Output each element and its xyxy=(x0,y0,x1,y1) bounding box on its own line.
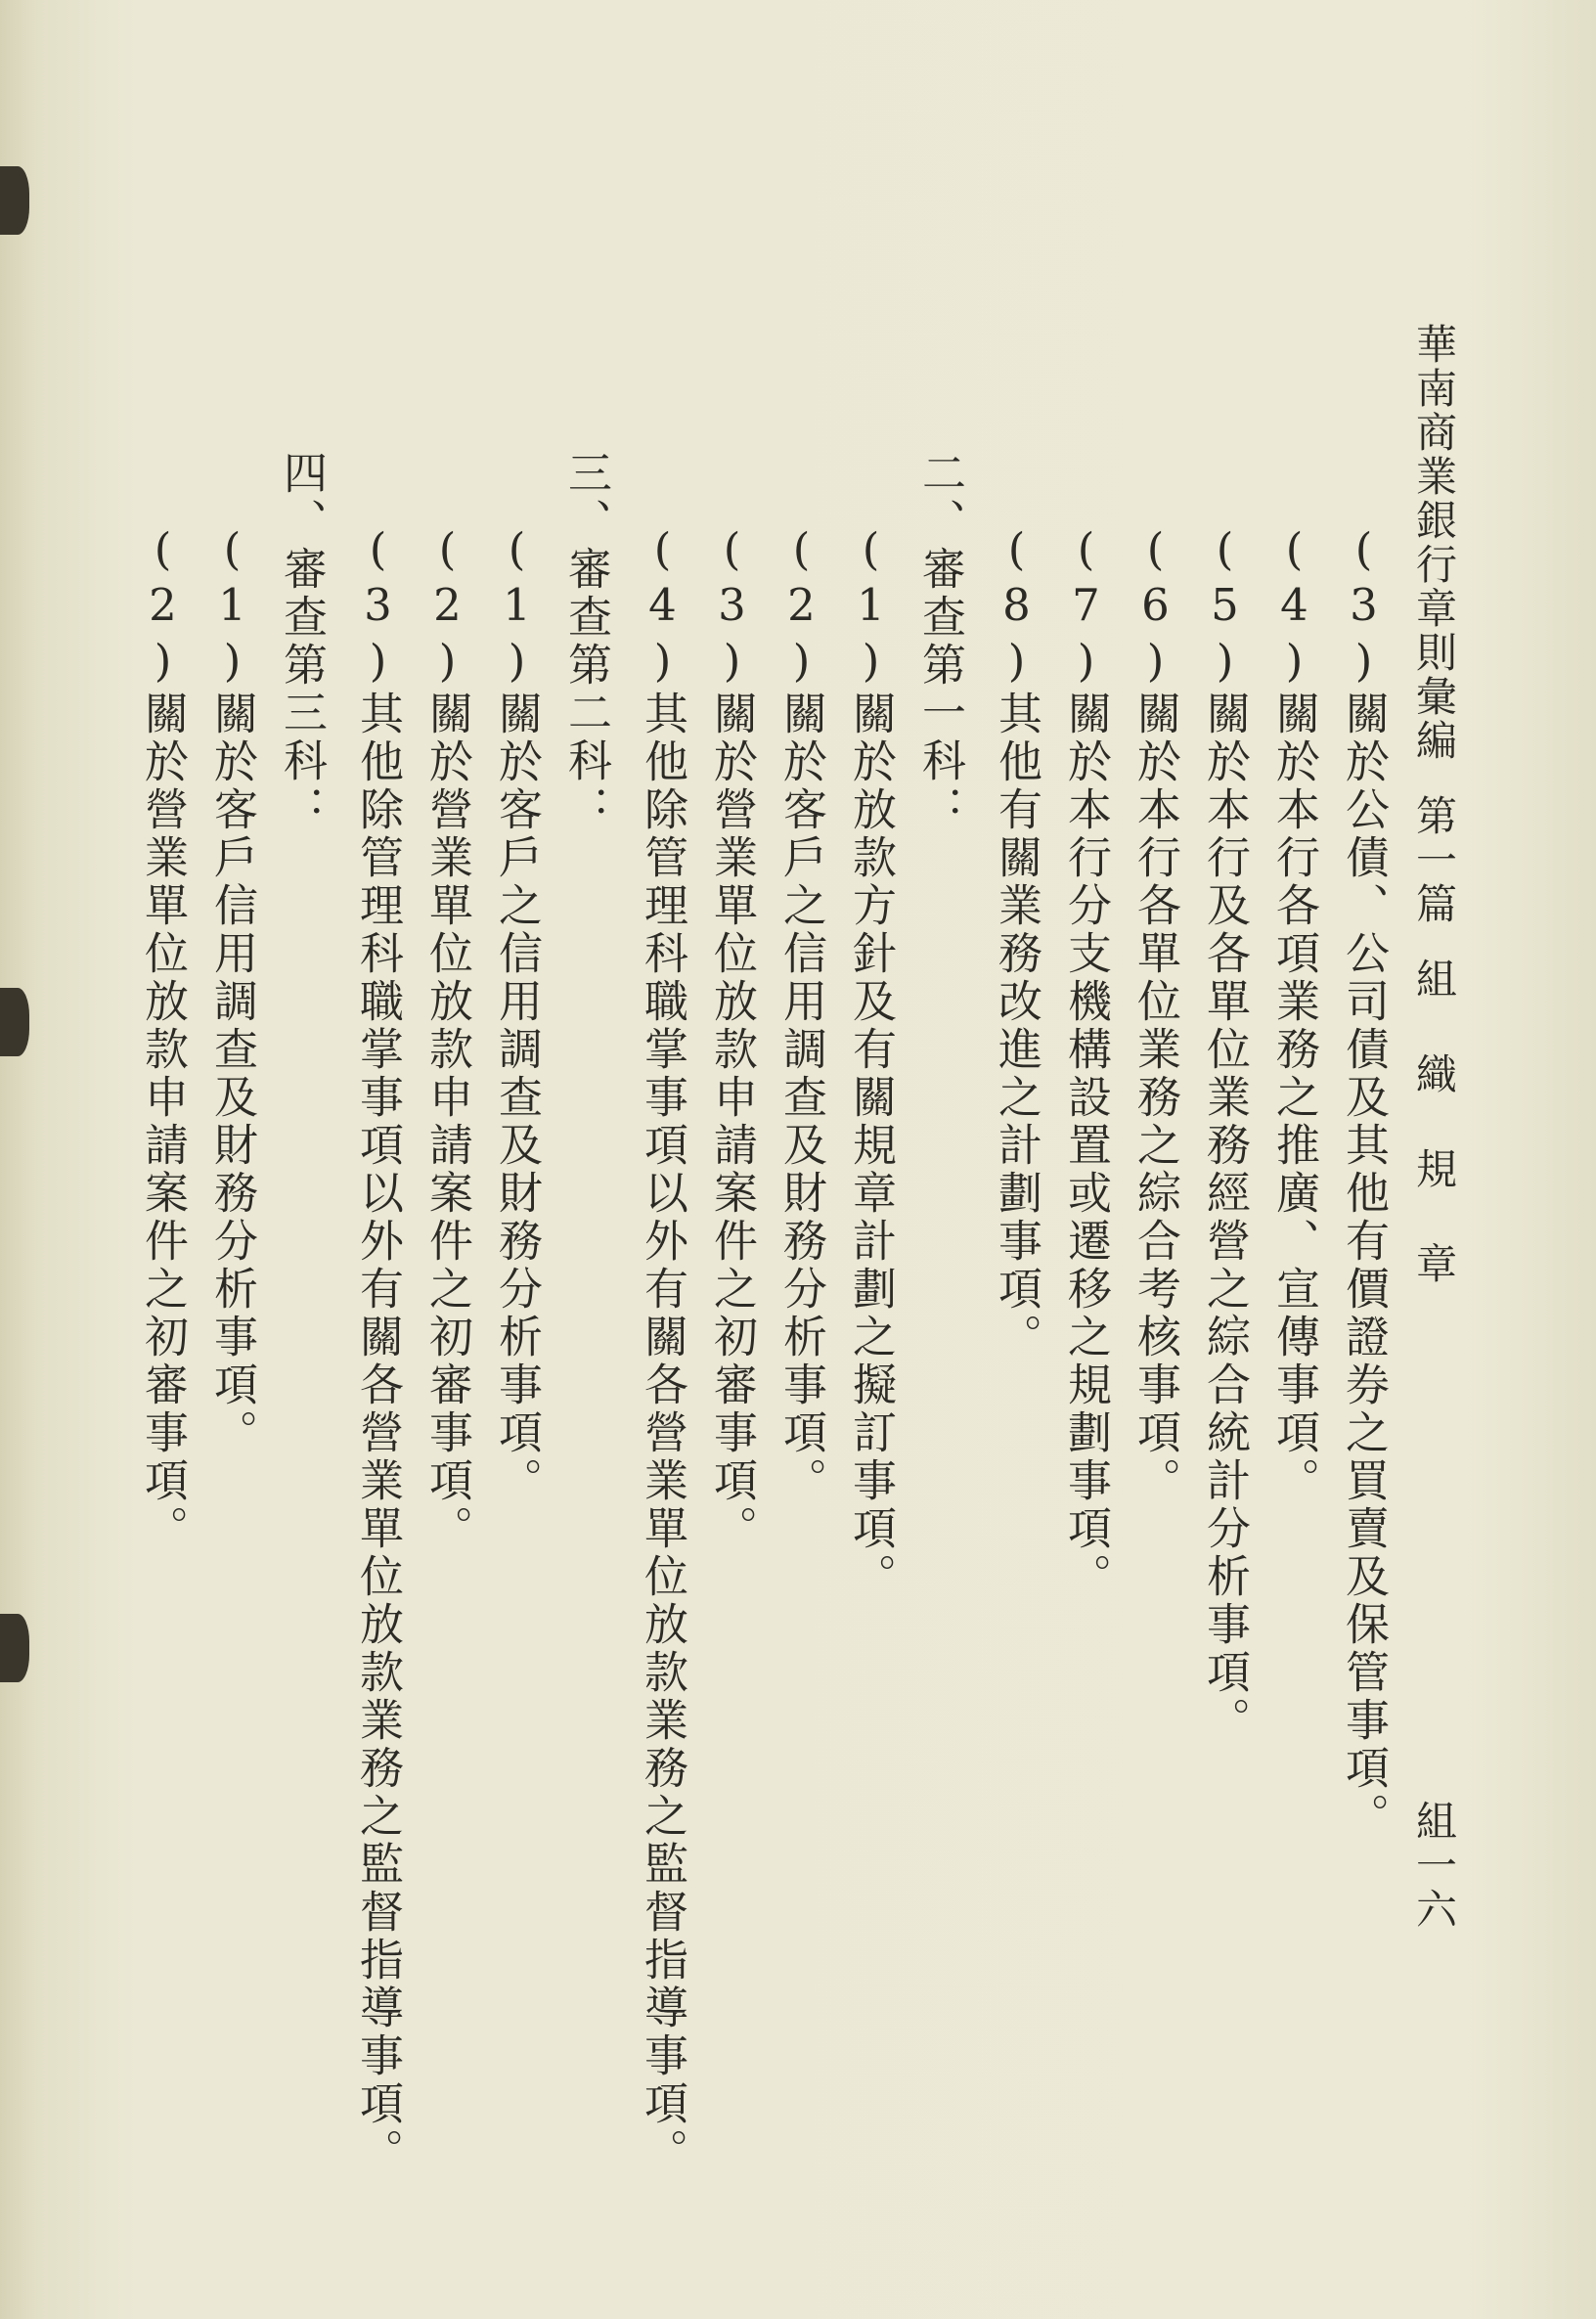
text-column: (3)其他除管理科職掌事項以外有關各營業單位放款業務之監督指導事項。 xyxy=(352,523,404,2176)
section-label: 組 織 規 章 xyxy=(1410,958,1458,1286)
binding-hole xyxy=(0,1614,29,1682)
binding-hole xyxy=(0,166,29,235)
text-column: (3)關於營業單位放款申請案件之初審事項。 xyxy=(706,523,758,1553)
text-column: (1)關於客戶信用調查及財務分析事項。 xyxy=(206,523,258,1457)
binding-hole xyxy=(0,988,29,1056)
text-column: (6)關於本行各單位業務之綜合考核事項。 xyxy=(1130,523,1181,1505)
text-column: (1)關於客戶之信用調查及財務分析事項。 xyxy=(491,523,543,1505)
text-column: (4)其他除管理科職掌事項以外有關各營業單位放款業務之監督指導事項。 xyxy=(637,523,688,2176)
text-column: (3)關於公債、公司債及其他有價證券之買賣及保管事項。 xyxy=(1338,523,1390,1841)
text-column: (2)關於客戶之信用調查及財務分析事項。 xyxy=(776,523,827,1505)
part-label: 第一篇 xyxy=(1410,794,1458,926)
text-column: (8)其他有關業務改進之計劃事項。 xyxy=(991,523,1042,1361)
running-header xyxy=(1408,323,1459,1286)
text-column: (4)關於本行各項業務之推廣、宣傳事項。 xyxy=(1268,523,1320,1505)
text-column: (2)關於營業單位放款申請案件之初審事項。 xyxy=(137,523,189,1553)
text-column: (7)關於本行分支機構設置或遷移之規劃事項。 xyxy=(1060,523,1112,1601)
section-heading: 四、審查第三科： xyxy=(276,450,328,833)
section-heading: 二、審查第一科： xyxy=(914,450,966,833)
text-column: (5)關於本行及各單位業務經營之綜合統計分析事項。 xyxy=(1199,523,1251,1745)
section-heading: 三、審查第二科： xyxy=(560,450,612,833)
page-number: 組一六 xyxy=(1410,1800,1458,1932)
book-title: 華南商業銀行章則彙編 xyxy=(1410,323,1458,763)
text-column: (2)關於營業單位放款申請案件之初審事項。 xyxy=(421,523,473,1553)
text-column: (1)關於放款方針及有關規章計劃之擬訂事項。 xyxy=(845,523,897,1601)
